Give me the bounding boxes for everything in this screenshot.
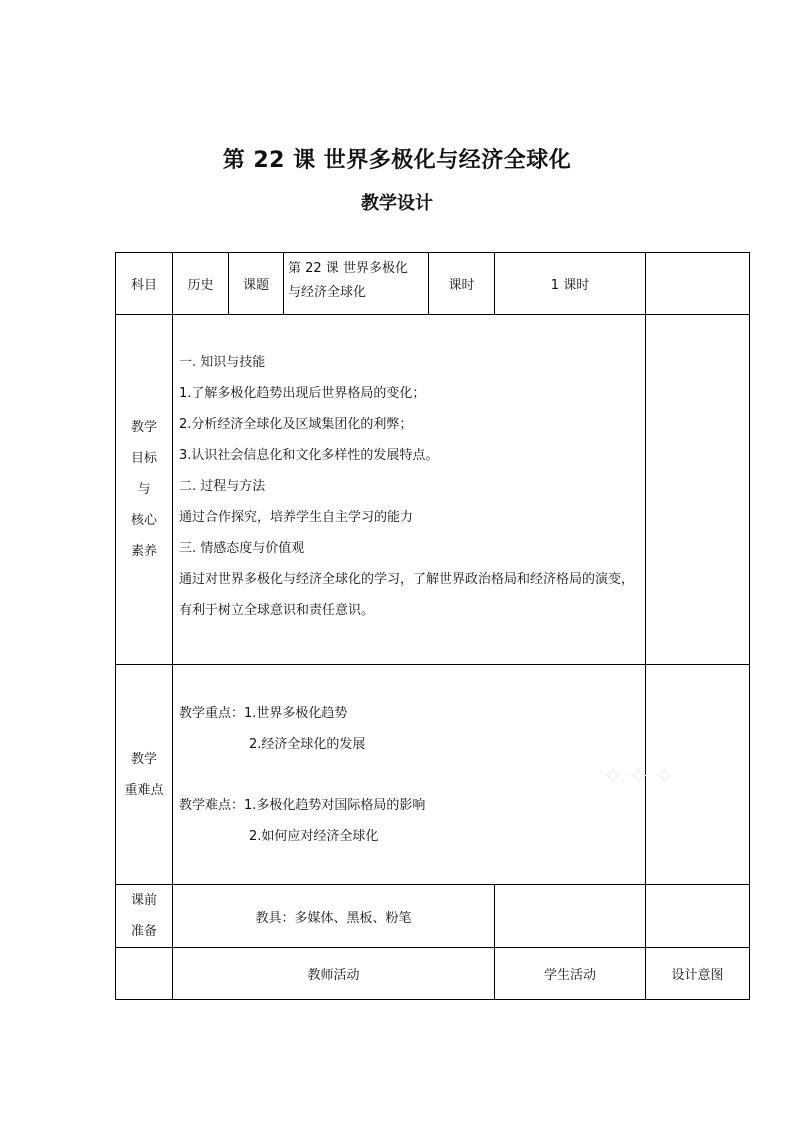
lesson-label: 课题 (229, 253, 284, 315)
lesson-plan-table (115, 252, 750, 1000)
goals-heading-knowledge: 一. 知识与技能 (179, 355, 266, 370)
goals-item: 通过对世界多极化与经济全球化的学习，了解世界政治格局和经济格局的演变，有利于树立全球意识和责任意识。 (179, 572, 635, 618)
student-activity-header: 学生活动 (495, 948, 646, 1000)
document-subtitle: 教学设计 (361, 193, 433, 214)
preparation-row (116, 885, 750, 948)
preparation-empty-cell (495, 885, 646, 948)
key-points-label (116, 665, 173, 885)
header-row (116, 253, 750, 315)
goals-label-line: 教学 (130, 420, 157, 435)
goals-empty-cell (646, 315, 750, 665)
key-points-label-line: 重难点 (124, 782, 164, 798)
watermark: ✧✧✧ (602, 762, 680, 792)
lesson-title-line-2: 与经济全球化 (288, 285, 367, 300)
header-empty-cell (646, 253, 750, 315)
goals-label-line: 与 (137, 482, 151, 497)
key-points-label-line: 教学 (130, 751, 157, 767)
goals-item: 通过合作探究，培养学生自主学习的能力 (179, 510, 414, 525)
goals-label-line: 核心 (130, 513, 157, 528)
teacher-activity-header: 教师活动 (173, 948, 495, 1000)
design-intent-header: 设计意图 (646, 948, 750, 1000)
goals-item: 1.了解多极化趋势出现后世界格局的变化； (179, 386, 426, 401)
hours-value: 1 课时 (495, 253, 646, 315)
goals-item: 3.认识社会信息化和文化多样性的发展特点。 (179, 448, 439, 463)
document-title: 第 22 课 世界多极化与经济全球化 (222, 148, 572, 173)
goals-heading-attitude: 三. 情感态度与价值观 (179, 541, 305, 556)
focus-line: 教学重点：1.世界多极化趋势 (179, 705, 348, 721)
lesson-title-cell (284, 253, 429, 315)
goals-label-line: 目标 (130, 451, 157, 466)
subject-value: 历史 (173, 253, 229, 315)
goals-item: 2.分析经济全球化及区域集团化的利弊； (179, 417, 413, 432)
focus-line: 2.经济全球化的发展 (249, 736, 366, 752)
difficulty-line: 2.如何应对经济全球化 (249, 828, 379, 844)
goals-label-line: 素养 (130, 544, 157, 559)
preparation-label-line: 课前 (130, 893, 157, 908)
lesson-title-line-1: 第 22 课 世界多极化 (288, 261, 408, 276)
hours-label: 课时 (429, 253, 495, 315)
preparation-label (116, 885, 173, 948)
preparation-empty-cell-2 (646, 885, 750, 948)
subject-label: 科目 (116, 253, 173, 315)
key-points-content (173, 665, 646, 885)
goals-heading-process: 二. 过程与方法 (179, 479, 266, 494)
preparation-value: 教具：多媒体、黑板、粉笔 (173, 885, 495, 948)
activity-empty-cell (116, 948, 173, 1000)
goals-label (116, 315, 173, 665)
activity-header-row (116, 948, 750, 1000)
goals-content (173, 315, 646, 665)
preparation-label-line: 准备 (130, 924, 157, 939)
spacer (179, 760, 641, 790)
difficulty-line: 教学难点：1.多极化趋势对国际格局的影响 (179, 797, 426, 813)
goals-row (116, 315, 750, 665)
